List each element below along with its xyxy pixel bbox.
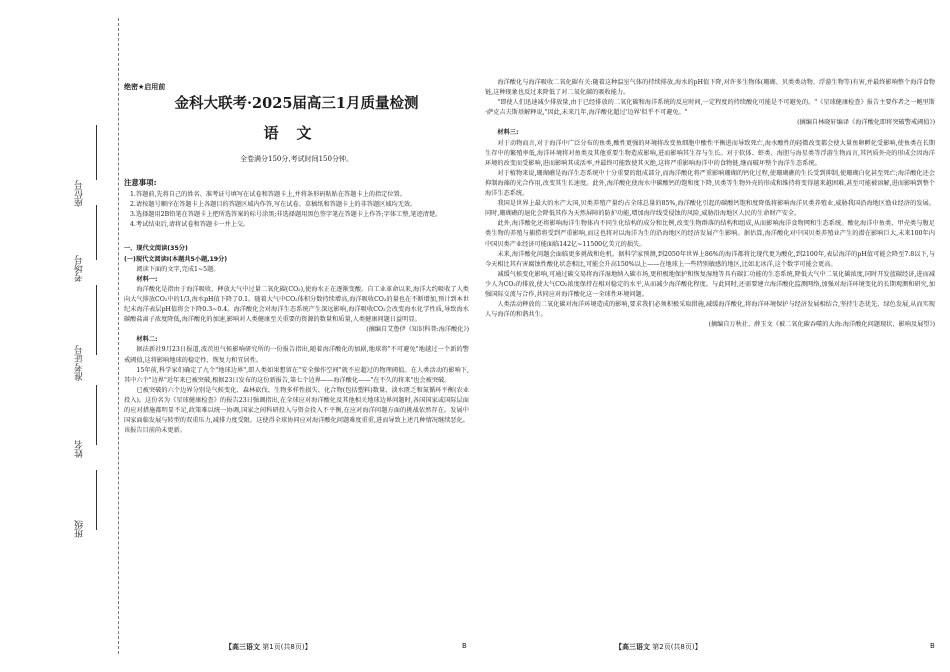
seat-number-blank (96, 125, 97, 180)
note-4: 4.考试结束后,请将试卷和答题卡一并上交。 (130, 221, 250, 229)
right-cite-3: (摘编自万秋社、薛玉文《被二氧化碳吞噬的大海:海洋酸化问题现状、影响及展望》) (708, 321, 935, 329)
score-line: 全卷满分150分,考试时间150分钟。 (240, 155, 353, 163)
right-column (485, 78, 935, 330)
subject-title: 语文 (263, 124, 330, 142)
exam-room-blank (96, 205, 97, 260)
right-footer-label: 【高三语文 (615, 643, 650, 651)
material1-text: 海洋酸化是指由于海洋吸收、释放大气中过量二氧化碳(CO₂),使海水正在逐渐变酸。自工业革命以来,海洋大约吸收了人类向大气排放CO₂中的1/3,海水pH值下降了0.1。随着大气中CO₂体积分数持续增高,海洋吸收CO₂的量也在不断增加,预计到本世纪末海洋表层pH值将会下降0.3~0.4。海洋酸化会对海洋生态系统产生深远影响,海洋吸收CO₂会改变海水化学性质,导致海水碳酸盐离子浓度降低,海洋酸化的加速,影响对人类健康至关重要的资源的数量和质量,人类健康问题日益明显。 (124, 285, 469, 324)
right-page (475, 0, 950, 672)
left-footer (225, 642, 312, 652)
admission-number-blank (96, 285, 97, 355)
right-para-8: 减缓气候变化影响,可通过碳交易将海洋湿地纳入碳市场,更积极地保护和恢复湿地等具有碳汇功能的生态系统,降低大气中二氧化碳浓度,同时开发蓝碳经济,进而减少人为CO₂的排放,使大气CO₂浓度保持在相对稳定的水平,从而减少海洋酸化程度。与此同时,还需要建立海洋酸化监测网络,加强对海洋环境变化的长期观测和研究,加强国际交流与合作,共同应对海洋酸化这一全球性环境问题。 (485, 270, 935, 298)
material2-para-c: 已被突破的六个边界分别是气候变化、森林砍伐、生物多样性损失、化合物(包括塑料)数量、淡水匮乏和氮循环平衡(农业投入)。这份名为《星球健康检查》的报告23日强调指出,在全球应对海洋酸化及其他相关地球边界问题时,各国国家或国际层面的应对措施都明显不足,政策难以统一协调,国家之间科研投入与资金投入不平衡,在应对海洋问题方面的挑战依然存在。发展中国家面临发展与转型的双重压力,减排力度受限。这使得全球协同应对海洋酸化问题难度重重,进而导致上述几种情况继续恶化。该报告目前尚未更新。 (124, 386, 469, 435)
exam-title: 金科大联考·2025届高三1月质量检测 (174, 95, 419, 112)
binding-line (118, 18, 119, 654)
section-heading: 一、现代文阅读(35分) (124, 245, 188, 253)
right-footer-version: B (930, 642, 935, 650)
left-footer-page: 第1页(共8页)】 (262, 643, 312, 651)
field-name: 姓名 (75, 440, 85, 458)
material3-heading: 材料三: (497, 129, 519, 137)
secret-mark: 绝密★启用前 (124, 83, 166, 91)
right-para-9: 人类活动释放的二氧化碳对海洋环境造成的影响,要求我们必须积极采取措施,减缓海洋酸化,将海洋环境保护与经济发展相结合,坚持生态优先、绿色发展,从而实现人与海洋的和谐共生。 (485, 301, 935, 319)
right-para-6: 此外,海洋酸化还将影响海洋生物体内不同生化结构的成分和比例,改变生物群落的结构和组成,从而影响海洋食物网和生态系统。酸化海洋中鱼类、甲壳类与腹足类生物的养殖与捕捞将受到严重影响,而这也将对以海洋为生的沿海地区的经济发展产生影响。据估算,海洋酸化对中国贝类养殖业产生的潜在影响巨大,未来100年内中国贝类产业经济可能面临142亿~11500亿美元的损失。 (485, 220, 935, 248)
note-2: 2.请按题号顺序在答题卡上各题目的答题区域内作答,写在试卷、草稿纸和答题卡上的非答题区域均无效。 (130, 201, 417, 209)
name-blank (96, 385, 97, 445)
subsection-heading: (一)现代文阅读Ⅰ(本题共5小题,19分) (124, 255, 228, 263)
material1-heading: 材料一: (136, 275, 158, 283)
left-footer-label: 【高三语文 (225, 643, 260, 651)
right-para-7: 未来,海洋酸化问题会面临更多挑战和危机。据科学家预测,到2050年世界上86%的海洋都将比现代更为酸化,到2100年,表层海洋的pH值可能会降至7.8以下,与今天相比其有害腐蚀性酸化状态相比,可能会升高150%以上——在地球上一些特别敏感的地区,比如北冰洋,这个数字可能会更高。 (485, 250, 935, 268)
notes-heading: 注意事项: (124, 178, 157, 187)
right-para-5: 我国是世界上最大的水产大国,贝类养殖产量约占全球总量的85%,海洋酸化引起的碳酸钙饱和度降低将影响海洋贝类养殖业,威胁我国沿海地区渔业经济的发展。同时,珊瑚礁的退化会降低其作为天然屏障的防护功能,增加海岸线受侵蚀的风险,威胁沿海地区人民的生命财产安全。 (485, 200, 935, 218)
left-column (124, 178, 469, 436)
material2-heading: 材料二: (136, 336, 158, 344)
note-3: 3.选择题用2B铅笔在答题卡上把所选答案的标号涂黑;非选择题用黑色签字笔在答题卡上作答;字体工整,笔迹清楚。 (130, 211, 442, 219)
right-footer (615, 642, 702, 652)
material2-para-a: 据法新社9月23日报道,波茨坦气候影响研究所的一份报告指出,随着海洋酸化的加剧,地球将"不可避免"地越过一个新的警戒阈值,这将影响地球的稳定性、恢复力和宜居性。 (124, 346, 469, 364)
left-footer-version: B (462, 642, 467, 650)
material2-para-b: 15年前,科学家们确定了九个"地球边界",即人类如果想留在"安全操作空间"就不应超过的物理阈值。在人类活动的影响下,其中六个"边界"近年来已被突破,根据23日发布的这份新报告,第七个边界——海洋酸化——"在不久的将来"也会被突破。 (124, 366, 469, 384)
binding-gutter (0, 0, 118, 672)
right-para-1: 海洋酸化与海洋吸收二氧化碳有关:随着这种温室气体的持续排放,海水的pH值下降,对许多生物体(珊瑚、贝类类动物、浮游生物等)有害,并最终影响整个海洋食物链,这种现象也反过来降低了对二氧化碳的吸收能力。 (485, 79, 935, 97)
material1-cite: (摘编自艾鲁伊《知识科普:海洋酸化》) (366, 326, 469, 334)
right-para-4: 对于植物来说,珊瑚礁是海洋生态系统中十分重要的组成部分,而海洋酸化将严重影响珊瑚的钙化过程,使珊瑚礁的生长受到抑制,使珊瑚白化甚至死亡;海洋酸化还会抑制海藻的光合作用,改变其生长速度。此外,海洋酸化使海水中碳酸钙的饱和度下降,贝类等生物外壳的形成和维持将变得越来越困难,甚至可能被溶解,进而影响到整个海洋生态系统。 (485, 169, 935, 198)
instruction: 阅读下面的文字,完成1~5题。 (136, 265, 220, 273)
right-para-3: 对于动物而言,对于海洋中广泛分布的鱼类,酸性更强的环境将改变鱼细胞中酸性平衡进而导致死亡,海水酸性的轻微改变都会使大量鱼卵孵化受影响,使鱼类在长期生存中的繁殖率低,海洋环境将对鱼类及其他重要生物造成影响,进而影响其生存与生长。对于软体、虾类、海胆与海星类等浮游生物而言,其钙质外壳的形成会因海洋环境的改变而受影响,进而影响其成活率,并最终可能致使其灭绝,这将严重影响海洋中的食物链,继而破坏整个海洋生态系统。 (485, 139, 935, 167)
right-para-2: "即使人们迅速减少排放量,由于已经排放的二氧化碳和海洋系统的反应时间,一定程度的持续酸化可能是不可避免的。"《星球健康检查》报告主要作者之一鲍里斯·萨克吉夫斯基解释说,"因此,未来几年,海洋酸化超过'边界'似乎不可避免。" (485, 99, 935, 117)
class-blank (96, 470, 97, 530)
right-cite-2: (摘编自林晓轩编译《海洋酸化即将突破警戒阈值》) (797, 119, 935, 127)
note-1: 1.答题前,先将自己的姓名、准考证号填写在试卷和答题卡上,并将条形码粘贴在答题卡上的指定位置。 (130, 191, 406, 199)
right-footer-page: 第2页(共8页)】 (652, 643, 702, 651)
field-class: 班级 (75, 520, 85, 538)
field-admission-number: 准考证号 (75, 345, 85, 381)
field-seat-number: 座位号 (75, 180, 85, 207)
field-exam-room: 考场号 (75, 255, 85, 282)
